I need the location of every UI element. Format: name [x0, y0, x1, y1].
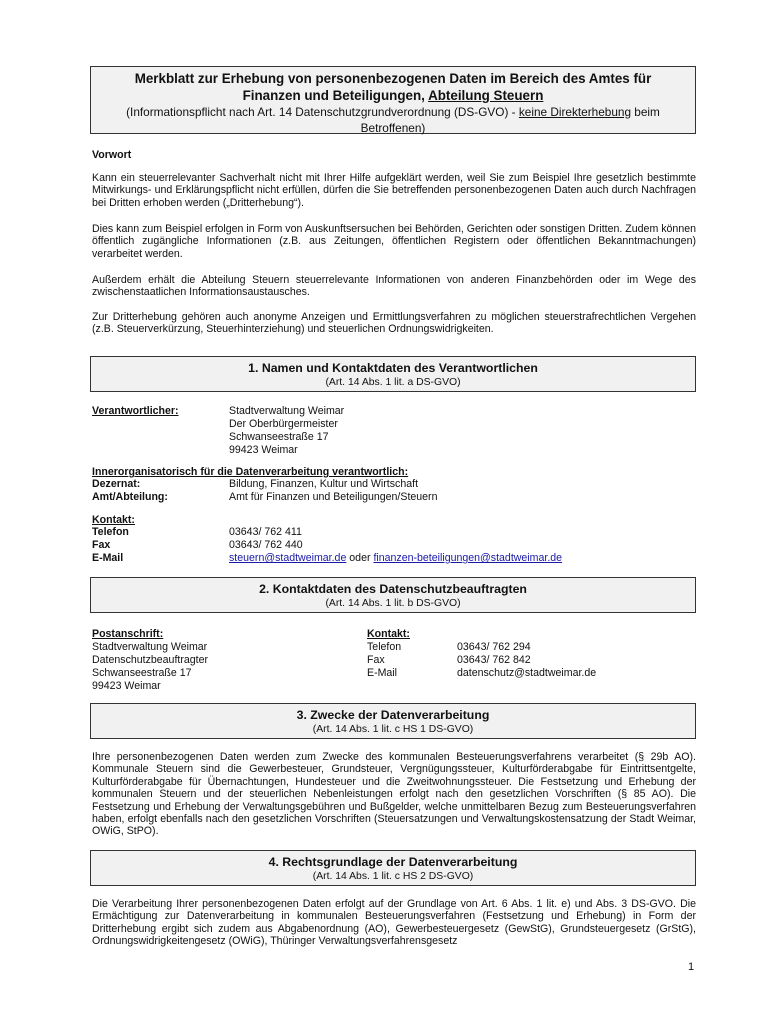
post-line-3: Schwanseestraße 17 [92, 667, 192, 679]
vorwort-paragraph-4: Zur Dritterhebung gehören auch anonyme Anzeigen und Ermittlungsverfahren zu möglichen steuerstrafrechtlichen Vergehen (z.B. Steuerverkürzung, Steuerhinterziehung) und steuerlichen Ordnungswidrigkeiten. [92, 311, 696, 336]
verantwortlicher-address-2: Der Oberbürgermeister [229, 418, 338, 430]
section-1-subtitle: (Art. 14 Abs. 1 lit. a DS-GVO) [325, 377, 461, 388]
verantwortlicher-address-4: 99423 Weimar [229, 444, 298, 456]
subtitle-part-2: beim [631, 105, 660, 119]
post-line-2: Datenschutzbeauftragter [92, 654, 209, 666]
section-2-title: 2. Kontaktdaten des Datenschutzbeauftragten [259, 582, 527, 596]
section-1-header [90, 356, 696, 392]
amt-label: Amt/Abteilung: [92, 491, 168, 503]
email-link-steuern[interactable]: steuern@stadtweimar.de [229, 552, 347, 564]
document-title [91, 70, 695, 104]
inner-responsibility-heading: Innerorganisatorisch für die Datenverarbeitung verantwortlich: [92, 466, 409, 478]
title-line-1: Merkblatt zur Erhebung von personenbezogenen Daten im Bereich des Amtes für [134, 71, 652, 86]
dsb-email-value: datenschutz@stadtweimar.de [457, 667, 597, 679]
post-line-1: Stadtverwaltung Weimar [92, 641, 208, 653]
amt-value: Amt für Finanzen und Beteiligungen/Steuern [229, 491, 438, 503]
vorwort-paragraph-2: Dies kann zum Beispiel erfolgen in Form von Auskunftsersuchen bei Behörden, Gerichten oder sonstigen Dritten. Zudem können öffentlich zugängliche Informationen (z.B. aus Zeitungen, öffentlichen Registern oder öffentlichen Bekanntmachungen) verarbeitet werden. [92, 223, 696, 260]
email-value-line [229, 552, 562, 565]
section-1-title: 1. Namen und Kontaktdaten des Verantwortlichen [248, 361, 538, 375]
section-3-header [90, 703, 696, 739]
dsb-telefon-value: 03643/ 762 294 [457, 641, 531, 653]
post-line-4: 99423 Weimar [92, 680, 161, 692]
section-3-text: Ihre personenbezogenen Daten werden zum Zwecke des kommunalen Besteuerungsverfahrens verarbeitet (§ 29b AO). Kommunale Steuern sind die Gewerbesteuer, Grundsteuer, Vergnügungssteuer, Kulturförderabgabe für Eintrittsentgelte, Kulturförderabgabe für Übernachtungen, Hundesteuer und die Zweitwohnungssteuer. Die Festsetzung und Erhebung der kommunalen Steuern und der steuerlichen Nebenleistungen erfolgt nach den gesetzlichen Vorschriften (§ 85 AO). Die Festsetzung und Erhebung der Verwaltungsgebühren und Bußgelder, welche unmittelbaren Bezug zum Besteuerungsverfahren haben, erfolgt ebenfalls nach den gesetzlichen Vorschriften (Steuersatzungen und Verwaltungskostensatzung der Stadt Weimar, OWiG, StPO). [92, 751, 696, 838]
email-link-finanzen[interactable]: finanzen-beteiligungen@stadtweimar.de [373, 552, 563, 564]
title-underlined: Abteilung Steuern [428, 88, 544, 103]
vorwort-paragraph-1: Kann ein steuerrelevanter Sachverhalt nicht mit Ihrer Hilfe aufgeklärt werden, weil Sie zum Beispiel Ihre gesetzlich bestimmte Mitwirkungs- und Erklärungspflicht nicht erfüllen, dürfen die Sie betreffenden personenbezogenen Daten auch durch Nachfragen bei Dritten erhoben werden („Dritterhebung“). [92, 172, 696, 209]
verantwortlicher-address-1: Stadtverwaltung Weimar [229, 405, 345, 417]
telefon-label: Telefon [92, 526, 129, 538]
subtitle-line-2: Betroffenen) [360, 121, 426, 135]
fax-value: 03643/ 762 440 [229, 539, 303, 551]
section-3-title: 3. Zwecke der Datenverarbeitung [296, 708, 490, 722]
dsb-kontakt-label: Kontakt: [367, 628, 410, 640]
verantwortlicher-label: Verantwortlicher: [92, 405, 179, 417]
email-label: E-Mail [92, 552, 124, 564]
dsb-fax-label: Fax [367, 654, 385, 666]
dsb-fax-value: 03643/ 762 842 [457, 654, 531, 666]
email-oder: oder [346, 552, 374, 564]
subtitle-part-1: (Informationspflicht nach Art. 14 Datenschutzgrundverordnung (DS-GVO) - [126, 105, 519, 119]
vorwort-heading: Vorwort [92, 149, 132, 161]
document-subtitle [91, 104, 695, 136]
section-4-text: Die Verarbeitung Ihrer personenbezogenen Daten erfolgt auf der Grundlage von Art. 6 Abs. 1 lit. e) und Abs. 3 DS-GVO. Die Ermächtigung zur Datenverarbeitung in kommunalen Besteuerungsverfahren (Festsetzung und Erhebung) in Form der Dritterhebung ergibt sich zudem aus Abgabenordnung (AO), Gewerbesteuergesetz (GewStG), Grundsteuergesetz (GrStG), Ordnungswidrigkeitengesetz (OWiG), Thüringer Verwaltungsverfahrensgesetz [92, 898, 696, 948]
section-4-header [90, 850, 696, 886]
telefon-value: 03643/ 762 411 [229, 526, 302, 538]
vorwort-paragraph-3: Außerdem erhält die Abteilung Steuern steuerrelevante Informationen von anderen Finanzbehörden oder im Wege des zwischenstaatlichen Informationsaustausches. [92, 274, 696, 299]
section-2-header [90, 577, 696, 613]
dezernat-value: Bildung, Finanzen, Kultur und Wirtschaft [229, 478, 419, 490]
dezernat-label: Dezernat: [92, 478, 141, 490]
section-4-subtitle: (Art. 14 Abs. 1 lit. c HS 2 DS-GVO) [312, 871, 474, 882]
section-4-title: 4. Rechtsgrundlage der Datenverarbeitung [268, 855, 518, 869]
title-line-2: Finanzen und Beteiligungen, [242, 88, 429, 103]
page-number: 1 [688, 961, 695, 973]
document-title-box [90, 66, 696, 134]
postanschrift-label: Postanschrift: [92, 628, 164, 640]
dsb-telefon-label: Telefon [367, 641, 402, 653]
kontakt-label: Kontakt: [92, 514, 135, 526]
verantwortlicher-address-3: Schwanseestraße 17 [229, 431, 329, 443]
dsb-email-label: E-Mail [367, 667, 398, 679]
section-3-subtitle: (Art. 14 Abs. 1 lit. c HS 1 DS-GVO) [312, 724, 474, 735]
fax-label: Fax [92, 539, 111, 551]
section-2-subtitle: (Art. 14 Abs. 1 lit. b DS-GVO) [325, 598, 461, 609]
subtitle-underlined: keine Direkterhebung [518, 105, 632, 119]
